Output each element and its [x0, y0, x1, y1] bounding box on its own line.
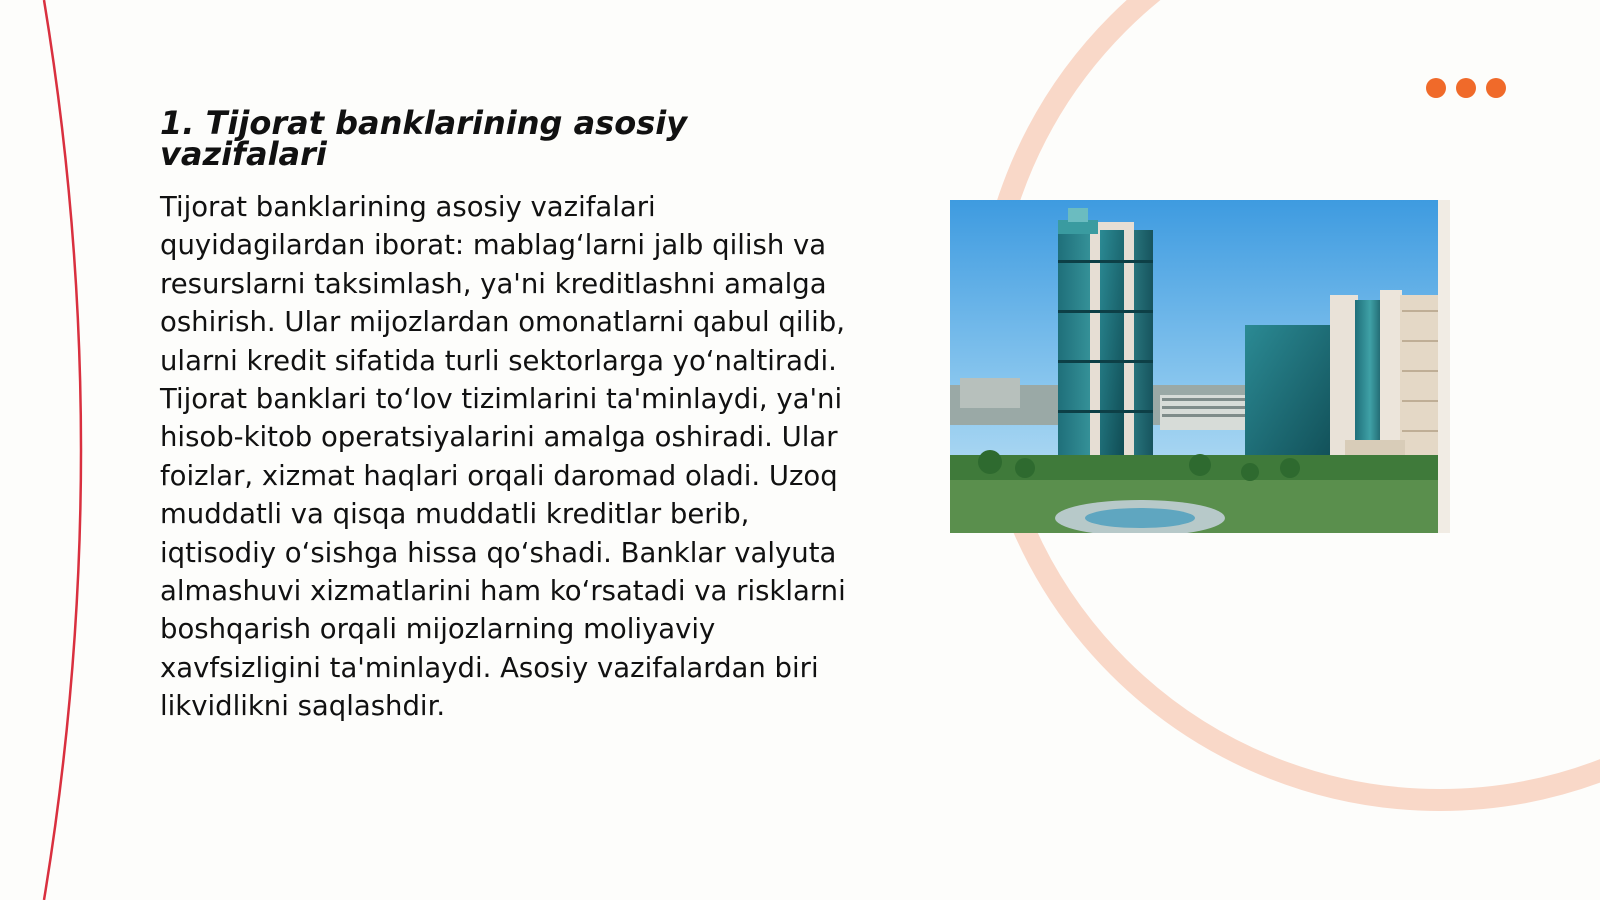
dot [1426, 78, 1446, 98]
dot [1456, 78, 1476, 98]
bank-buildings-photo [950, 200, 1450, 533]
slide-body-text: Tijorat banklarining asosiy vazifalari quyidagilardan iborat: mablag‘larni jalb qilish va resurslarni taksimlash, ya'ni kreditlashni amalga oshirish. Ular mijozlardan omonatlarni qabul qilib, ularni kredit sifatida turli sektorlarga yo‘naltiradi. Tijorat banklari to‘lov tizimlarini ta'minlaydi, ya'ni hisob-kitob operatsiyalarini amalga oshiradi. Ular foizlar, xizmat haqlari orqali daromad oladi. Uzoq muddatli va qisqa muddatli kreditlar berib, iqtisodiy o‘sishga hissa qo‘shadi. Banklar valyuta almashuvi xizmatlarini ham ko‘rsatadi va risklarni boshqarish orqali mijozlarning moliyaviy xavfsizligini ta'minlaydi. Asosiy vazifalardan biri likvidlikni saqlashdir. [160, 191, 846, 723]
dot [1486, 78, 1506, 98]
left-accent-curve [44, 0, 81, 900]
more-dots-icon [1426, 78, 1506, 98]
slide-title: 1. Tijorat banklarining asosiy vazifalari [160, 104, 688, 173]
